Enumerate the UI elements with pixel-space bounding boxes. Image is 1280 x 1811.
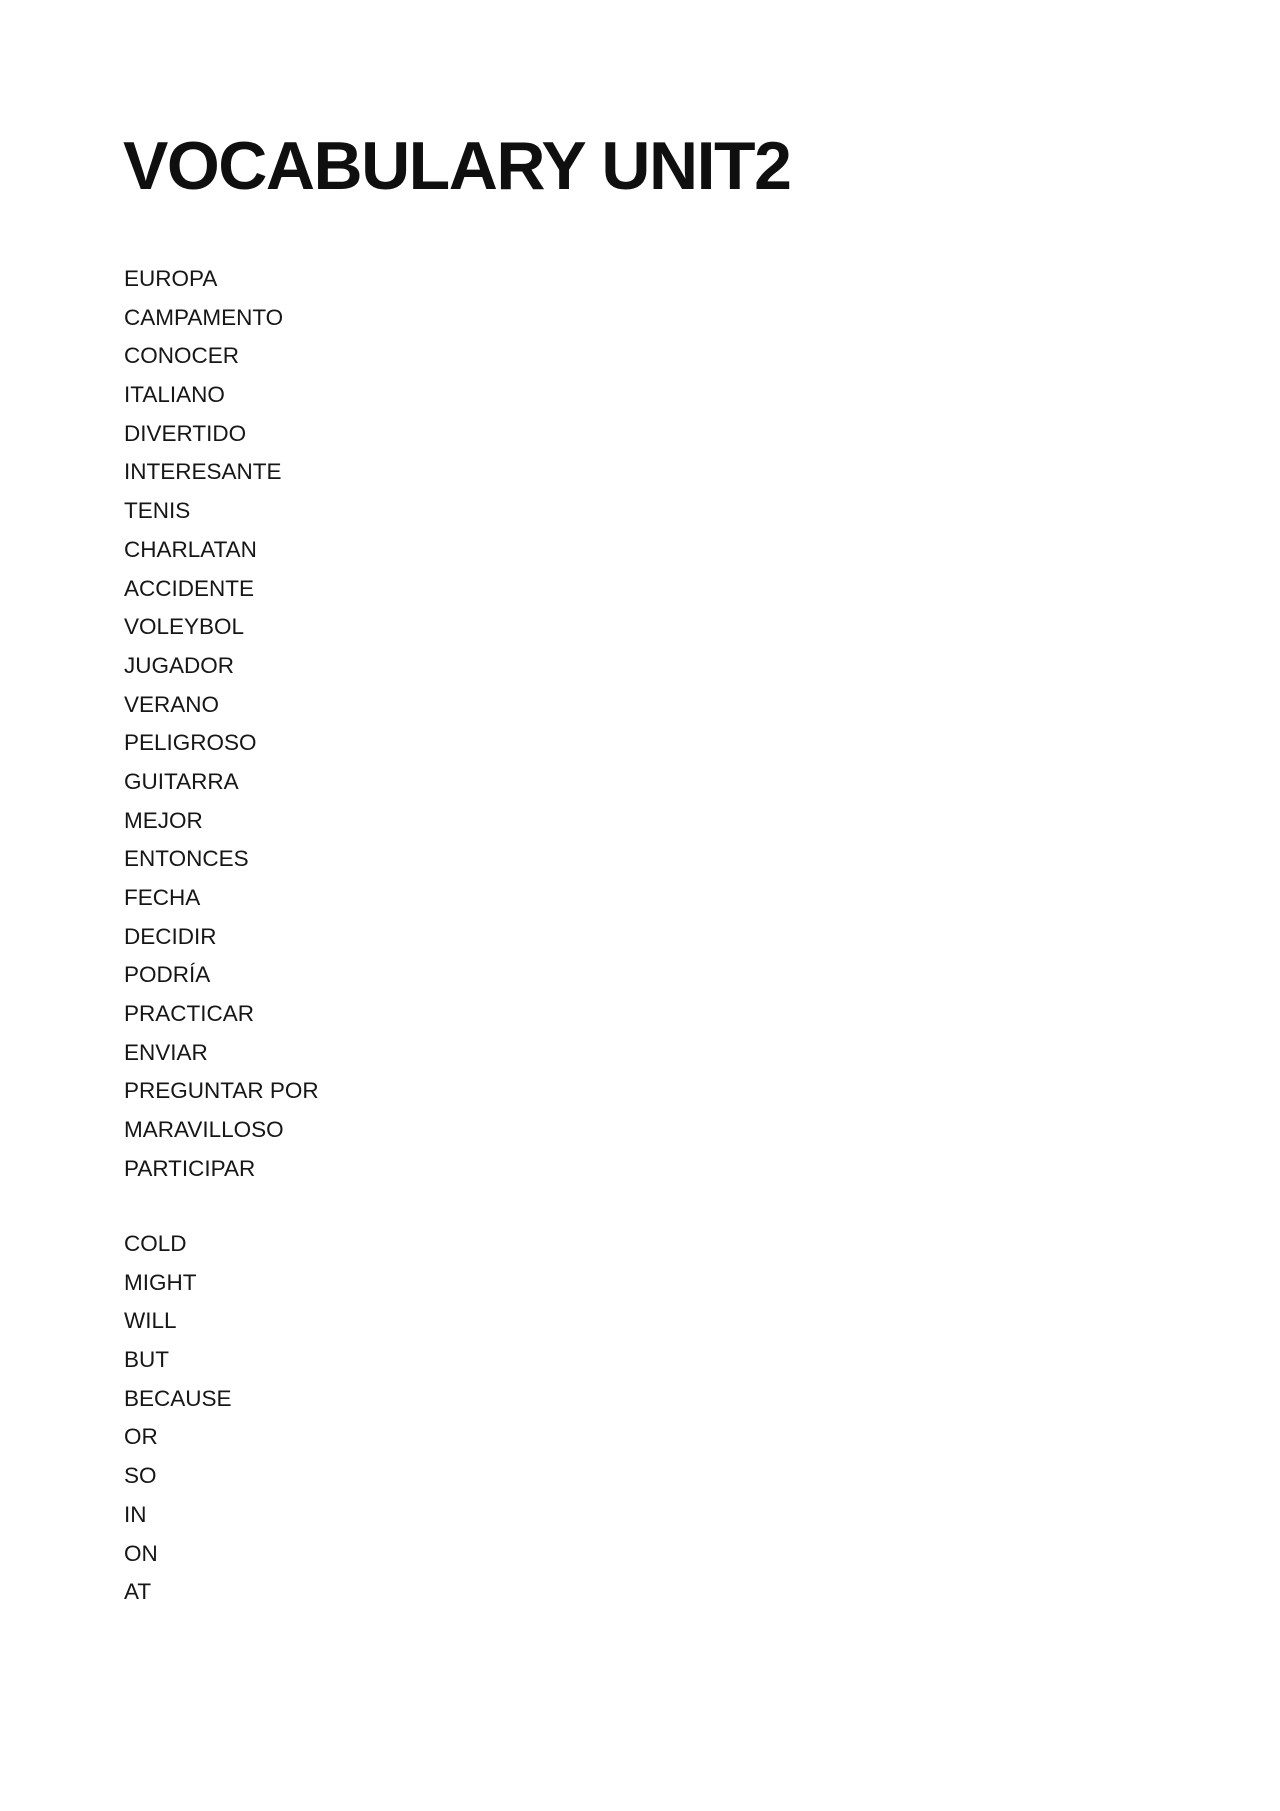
list-item: CONOCER — [124, 343, 240, 369]
list-item: VERANO — [124, 691, 220, 717]
list-item: ON — [124, 1540, 158, 1566]
list-item: BUT — [124, 1347, 169, 1373]
list-item: CHARLATAN — [124, 536, 257, 562]
list-item: MIGHT — [124, 1269, 197, 1295]
list-item: OR — [124, 1424, 158, 1450]
list-item: PELIGROSO — [124, 730, 257, 756]
list-item: DECIDIR — [124, 923, 217, 949]
list-item: INTERESANTE — [124, 459, 282, 485]
list-item: IN — [124, 1501, 147, 1527]
page-title: VOCABULARY UNIT2 — [123, 128, 791, 204]
list-item: BECAUSE — [124, 1385, 232, 1411]
list-item: CAMPAMENTO — [124, 304, 284, 330]
list-item: EUROPA — [124, 266, 218, 291]
list-item: GUITARRA — [124, 768, 239, 794]
list-item: MARAVILLOSO — [124, 1117, 284, 1143]
list-item: ENTONCES — [124, 846, 249, 872]
list-item: ENVIAR — [124, 1039, 208, 1065]
list-item: ACCIDENTE — [124, 575, 255, 601]
list-item: PRACTICAR — [124, 1001, 255, 1027]
list-item: COLD — [124, 1231, 187, 1256]
list-item: SO — [124, 1463, 157, 1489]
spanish-word-list — [124, 260, 319, 1189]
list-item: MEJOR — [124, 807, 203, 833]
list-item: FECHA — [124, 885, 201, 910]
list-item: TENIS — [124, 498, 191, 524]
english-word-list — [124, 1225, 232, 1612]
list-item: PODRÍA — [124, 962, 211, 988]
list-item: AT — [124, 1579, 152, 1605]
list-item: ITALIANO — [124, 382, 225, 408]
list-item: WILL — [124, 1308, 177, 1334]
list-item: DIVERTIDO — [124, 420, 247, 446]
list-item: VOLEYBOL — [124, 614, 245, 640]
list-item: JUGADOR — [124, 652, 235, 678]
list-item: PARTICIPAR — [124, 1155, 256, 1181]
list-item: PREGUNTAR POR — [124, 1078, 319, 1104]
